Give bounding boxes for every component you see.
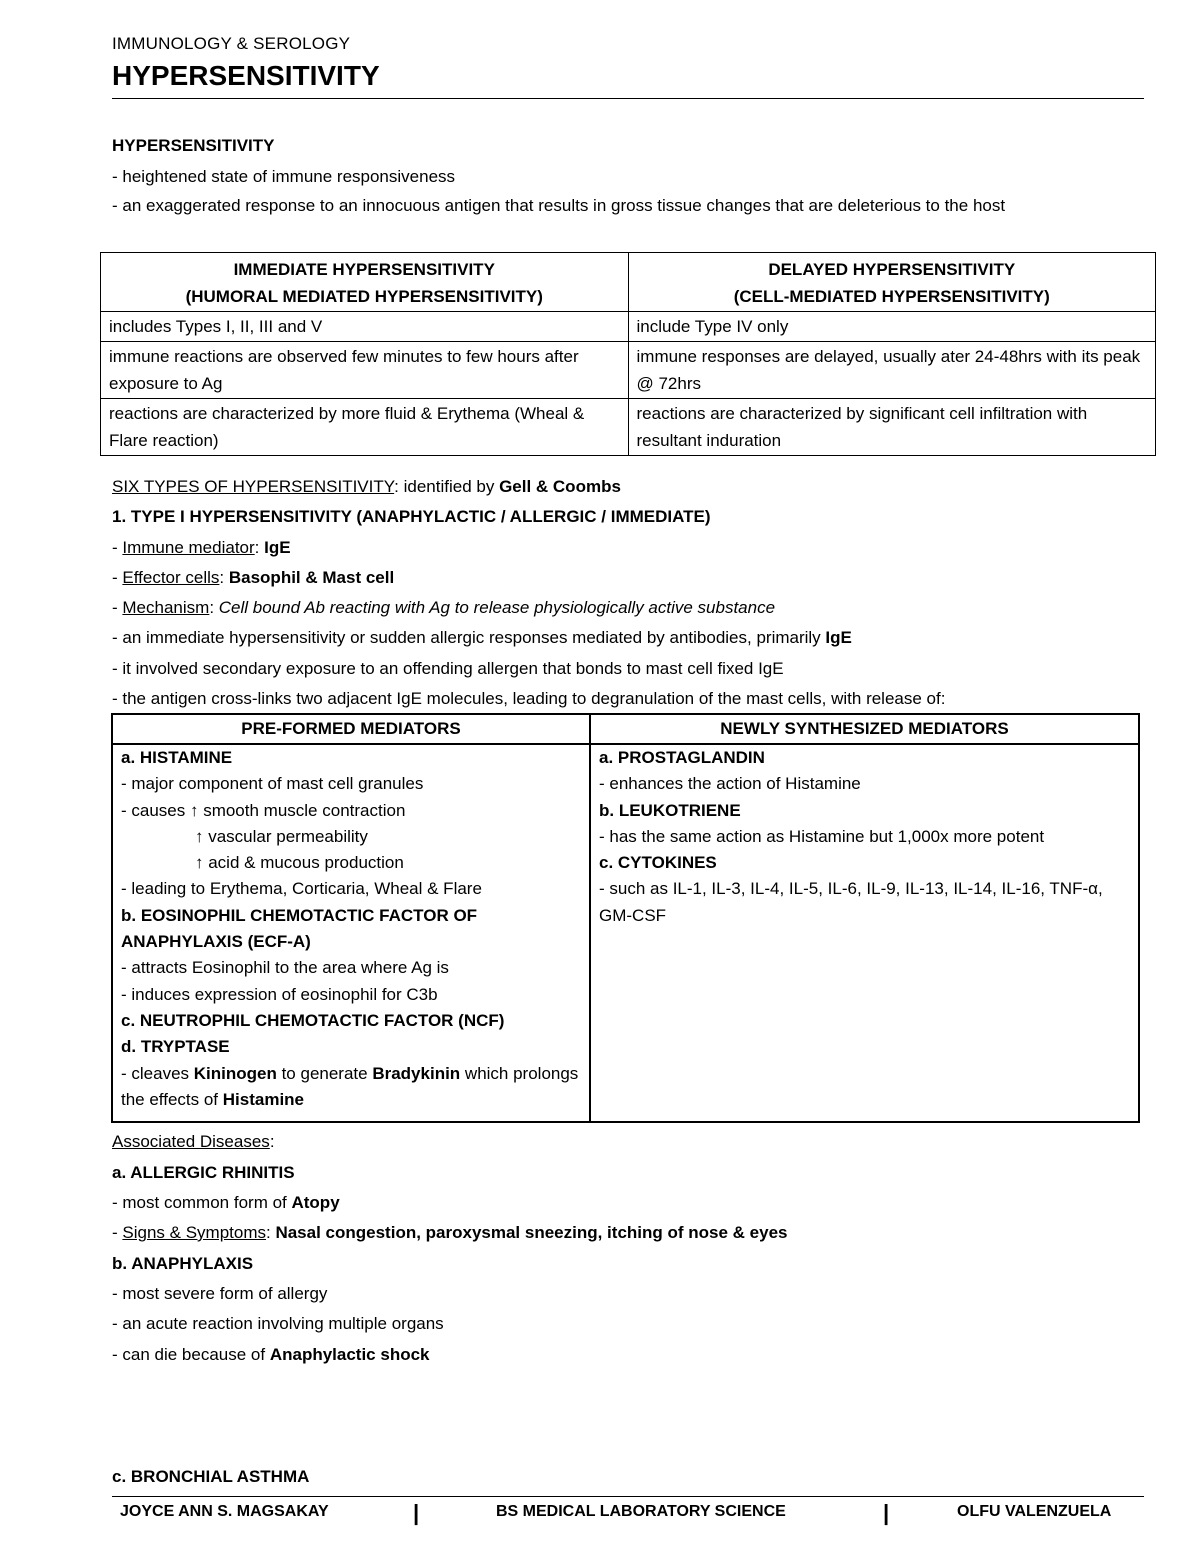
disease-a-line-1: - most common form of Atopy <box>112 1193 340 1212</box>
disease-b-line-3: - can die because of Anaphylactic shock <box>112 1345 430 1364</box>
diseases-heading: Associated Diseases: <box>112 1132 275 1151</box>
footer-program: BS MEDICAL LABORATORY SCIENCE <box>496 1503 786 1520</box>
mediators-table <box>111 713 1140 1123</box>
newly-synthesized-cell: a. PROSTAGLANDIN - enhances the action of Histamine b. LEUKOTRIENE - has the same action as Histamine but 1,000x more potent c. CYTOKINES - such as IL-1, IL-3, IL-4, IL-5, IL-6, IL-9, IL-13, IL-14, IL-16, TNF-α, GM-CSF <box>590 744 1139 1122</box>
footer-separator: | <box>413 1500 420 1525</box>
table-cell: includes Types I, II, III and V <box>101 312 629 342</box>
preformed-cell: a. HISTAMINE - major component of mast cell granules - causes ↑ smooth muscle contraction ↑ vascular permeability ↑ acid & mucous production - leading to Erythema, Corticaria, Wheal & Flare b. EOSINOPHIL CHEMOTACTIC FACTOR OF ANAPHYLAXIS (ECF-A) - attracts Eosinophil to the area where Ag is - induces expression of eosinophil for C3b c. NEUTROPHIL CHEMOTACTIC FACTOR (NCF) d. TRYPTASE - cleaves Kininogen to generate Bradykinin which prolongs the effects of Histamine <box>112 744 590 1122</box>
footer-divider <box>112 1496 1144 1497</box>
effector-cells-line: - Effector cells: Basophil & Mast cell <box>112 568 395 587</box>
table-row <box>101 312 1156 342</box>
type1-line-b: - it involved secondary exposure to an offending allergen that bonds to mast cell fixed IgE <box>112 659 784 678</box>
disease-b-line-2: - an acute reaction involving multiple organs <box>112 1314 444 1333</box>
table-row <box>101 342 1156 399</box>
type1-line-a: - an immediate hypersensitivity or sudden allergic responses mediated by antibodies, primarily IgE <box>112 628 852 647</box>
table-row <box>112 744 1139 1122</box>
mechanism-line: - Mechanism: Cell bound Ab reacting with Ag to release physiologically active substance <box>112 598 776 617</box>
table-cell: immune responses are delayed, usually ater 24-48hrs with its peak @ 72hrs <box>628 342 1156 399</box>
footer-school: OLFU VALENZUELA <box>957 1503 1112 1520</box>
subject-header: IMMUNOLOGY & SEROLOGY <box>112 34 351 53</box>
table-cell: reactions are characterized by significant cell infiltration with resultant induration <box>628 399 1156 456</box>
table-header-immediate: IMMEDIATE HYPERSENSITIVITY (HUMORAL MEDIATED HYPERSENSITIVITY) <box>101 253 629 312</box>
comparison-table <box>100 252 1156 456</box>
page-title: HYPERSENSITIVITY <box>112 60 380 91</box>
intro-line-1: - heightened state of immune responsiveness <box>112 167 456 186</box>
disease-b-line-1: - most severe form of allergy <box>112 1284 328 1303</box>
table-cell: immune reactions are observed few minutes to few hours after exposure to Ag <box>101 342 629 399</box>
table-row <box>101 399 1156 456</box>
table-cell: reactions are characterized by more fluid & Erythema (Wheal & Flare reaction) <box>101 399 629 456</box>
table-cell: include Type IV only <box>628 312 1156 342</box>
disease-a-title: a. ALLERGIC RHINITIS <box>112 1163 295 1182</box>
immune-mediator-line: - Immune mediator: IgE <box>112 538 291 557</box>
table-header-newly-synthesized: NEWLY SYNTHESIZED MEDIATORS <box>590 714 1139 744</box>
footer-separator: | <box>883 1500 890 1525</box>
disease-a-line-2: - Signs & Symptoms: Nasal congestion, paroxysmal sneezing, itching of nose & eyes <box>112 1223 788 1242</box>
disease-c-title: c. BRONCHIAL ASTHMA <box>112 1467 310 1486</box>
type1-title: 1. TYPE I HYPERSENSITIVITY (ANAPHYLACTIC / ALLERGIC / IMMEDIATE) <box>112 507 711 526</box>
table-row <box>112 714 1139 744</box>
types-heading: SIX TYPES OF HYPERSENSITIVITY: identified by Gell & Coombs <box>112 477 621 496</box>
type1-line-c: - the antigen cross-links two adjacent IgE molecules, leading to degranulation of the mast cells, with release of: <box>112 689 946 708</box>
table-header-delayed: DELAYED HYPERSENSITIVITY (CELL-MEDIATED HYPERSENSITIVITY) <box>628 253 1156 312</box>
intro-heading: HYPERSENSITIVITY <box>112 136 275 155</box>
header-divider <box>112 98 1144 99</box>
disease-b-title: b. ANAPHYLAXIS <box>112 1254 254 1273</box>
table-header-preformed: PRE-FORMED MEDIATORS <box>112 714 590 744</box>
table-row <box>101 253 1156 312</box>
intro-line-2: - an exaggerated response to an innocuous antigen that results in gross tissue changes that are deleterious to the host <box>112 196 1006 215</box>
footer-author: JOYCE ANN S. MAGSAKAY <box>120 1503 329 1520</box>
